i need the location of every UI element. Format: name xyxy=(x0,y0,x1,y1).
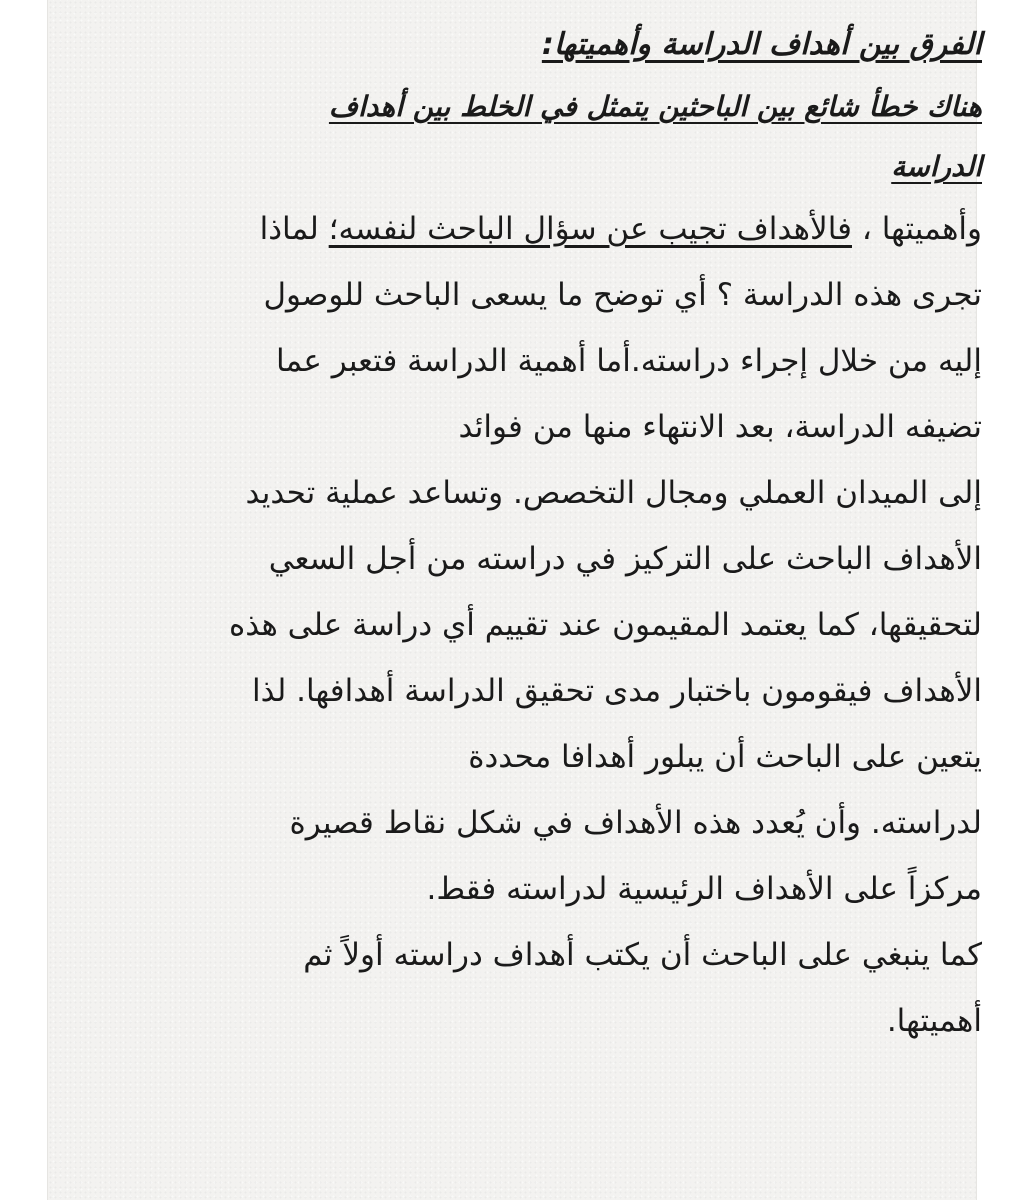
document-page xyxy=(48,0,982,1200)
paragraph-line: الأهداف فيقومون باختبار مدى تحقيق الدراسة أهدافها. لذا xyxy=(251,673,982,709)
document-subtitle-line-1: هناك خطأ شائع بين الباحثين يتمثل في الخلط بين أهداف xyxy=(328,90,982,123)
paragraph-line: إليه من خلال إجراء دراسته.أما أهمية الدراسة فتعبر عما xyxy=(276,343,982,379)
document-title: الفرق بين أهداف الدراسة وأهميتها: xyxy=(541,27,982,62)
paragraph-line: مركزاً على الأهداف الرئيسية لدراسته فقط. xyxy=(426,871,982,907)
paragraph-line: إلى الميدان العملي ومجال التخصص. وتساعد عملية تحديد xyxy=(245,475,982,511)
paragraph-line: لدراسته. وأن يُعدد هذه الأهداف في شكل نقاط قصيرة xyxy=(289,805,982,841)
line1-end: لماذا xyxy=(259,211,329,247)
document-text xyxy=(108,22,984,1064)
line1-underlined-phrase: فالأهداف تجيب عن سؤال الباحث لنفسه؛ xyxy=(328,211,852,247)
paragraph-line: تضيفه الدراسة، بعد الانتهاء منها من فوائد xyxy=(458,409,982,445)
paragraph-line: كما ينبغي على الباحث أن يكتب أهداف دراسته أولاً ثم xyxy=(303,937,982,973)
line1-start: وأهميتها ، xyxy=(851,211,982,247)
paragraph-line-1 xyxy=(108,206,984,252)
document-subtitle-line-2: الدراسة xyxy=(891,150,982,183)
paragraph-line: أهميتها. xyxy=(886,1003,982,1039)
paragraph-line: لتحقيقها، كما يعتمد المقيمون عند تقييم أي دراسة على هذه xyxy=(228,607,982,643)
paragraph-line: يتعين على الباحث أن يبلور أهدافا محددة xyxy=(468,739,982,775)
paragraph-line: الأهداف الباحث على التركيز في دراسته من أجل السعي xyxy=(268,541,982,577)
paragraph-line: تجرى هذه الدراسة ؟ أي توضح ما يسعى الباحث للوصول xyxy=(263,277,982,313)
